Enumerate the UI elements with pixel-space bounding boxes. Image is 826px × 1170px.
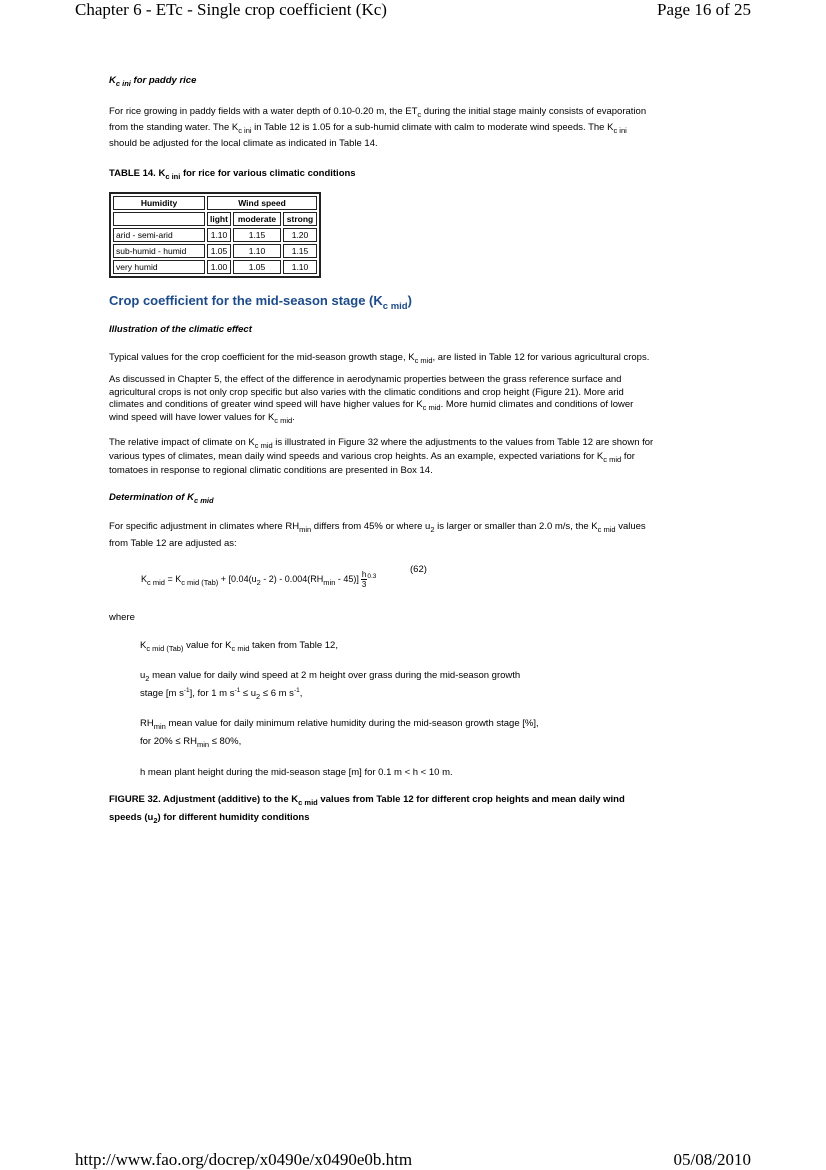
cell-strong: 1.20 [283,228,317,242]
cell-strong: 1.10 [283,260,317,274]
cell-moderate: 1.15 [233,228,281,242]
definition-h: h mean plant height during the mid-season stage [m] for 0.1 m < h < 10 m. [140,767,453,778]
cell-light: 1.00 [207,260,231,274]
table-row [113,244,317,258]
row-label: sub-humid - humid [113,244,205,258]
section-heading-paddy-rice: $K_{c ini}$ for paddy rice [109,75,197,88]
subheading-determination: Determination of $K_{c mid}$ [109,492,214,505]
definition-u2: $u_2$ mean value for daily wind speed at 2 m height over grass during the mid-season growth stage [m $s^{-1}$], for 1 m $s^{-1} \le u_2 \le 6$ m $s^{-1}$, [140,670,521,701]
equation-fraction: $\frac{h}{3}$ [361,570,367,589]
column-header-light: light [207,212,231,226]
figure-caption: FIGURE 32. Adjustment (additive) to the $K_{c mid}$ values from Table 12 for different crop heights and mean daily wind speeds $(u_2)$ for different humidity conditions [109,794,625,825]
header-page-number: Page 16 of 25 [657,0,751,19]
document-body [109,70,654,827]
section-heading-mid-season: Crop coefficient for the mid-season stage $(K_{c mid})$ [109,293,412,312]
paragraph-relative-impact: The relative impact of climate on $K_{c mid}$ is illustrated in Figure 32 where the adjustments to the values from Table 12 are shown for various types of climates, mean daily wind speeds and various crop heights. As an example, expected variations for $K_{c mid}$ for tomatoes in response to regional climatic conditions are presented in Box 14. [109,437,654,476]
subheading-climatic-effect: Illustration of the climatic effect [109,324,252,335]
paragraph-typical-values: Typical values for the crop coefficient for the mid-season growth stage, $K_{c mid}$, are listed in Table 12 for various agricultural crops. [109,352,650,365]
table-row [113,260,317,274]
equation-formula: $K_{c mid} = K_{c mid (Tab)} + [0.04(u_2 - 2) - 0.004(RH_{min} - 45)]$ $\frac{h}{3}$ $^{0.3}$ [141,570,377,589]
footer-url: http://www.fao.org/docrep/x0490e/x0490e0b.htm [75,1150,413,1169]
row-label: very humid [113,260,205,274]
row-label: arid - semi-arid [113,228,205,242]
variable-definitions [109,638,654,781]
paragraph-paddy-rice: For rice growing in paddy fields with a water depth of 0.10-0.20 m, the $ET_c$ during the initial stage mainly consists of evaporation from the standing water. The $K_{c ini}$ in Table 12 is 1.05 for a sub-humid climate with calm to moderate wind speeds. The $K_{c ini}$ should be adjusted for the local climate as indicated in Table 14. [109,106,647,149]
where-label: where [109,612,135,623]
cell-light: 1.05 [207,244,231,258]
cell-strong: 1.15 [283,244,317,258]
table-kc-ini-rice [109,192,321,278]
column-header-humidity: Humidity [113,196,205,210]
table-caption: TABLE 14. $K_{c ini}$ for rice for various climatic conditions [109,168,356,181]
cell-moderate: 1.05 [233,260,281,274]
column-header-wind-speed: Wind speed [207,196,317,210]
table-cell-empty [113,212,205,226]
paragraph-aerodynamic: As discussed in Chapter 5, the effect of the difference in aerodynamic properties between the grass reference surface and agricultural crops is not only crop specific but also varies with the climatic conditions and crop height (Figure 21). More arid climates and conditions of greater wind speed will have higher values for $K_{c mid}$. More humid climates and conditions of lower wind speed will have lower values for $K_{c mid}$. [109,374,634,425]
definition-kc-mid-tab: $K_{c mid (Tab)}$ value for $K_{c mid}$ taken from Table 12, [140,640,338,653]
cell-moderate: 1.10 [233,244,281,258]
column-header-strong: strong [283,212,317,226]
paragraph-specific-adjustment: For specific adjustment in climates where $RH_{min}$ differs from 45% or where $u_2$ is larger or smaller than 2.0 m/s, the $K_{c mid}$ values from Table 12 are adjusted as: [109,521,646,549]
table-row [113,228,317,242]
definition-rhmin: $RH_{min}$ mean value for daily minimum relative humidity during the mid-season growth stage [%], for $20\% \le RH_{min} \le 80\%$, [140,718,539,749]
footer-date: 05/08/2010 [673,1150,751,1169]
equation-number: (62) [410,564,427,575]
equation-62 [109,562,654,602]
cell-light: 1.10 [207,228,231,242]
column-header-moderate: moderate [233,212,281,226]
header-title: Chapter 6 - ETc - Single crop coefficient (Kc) [75,0,387,19]
